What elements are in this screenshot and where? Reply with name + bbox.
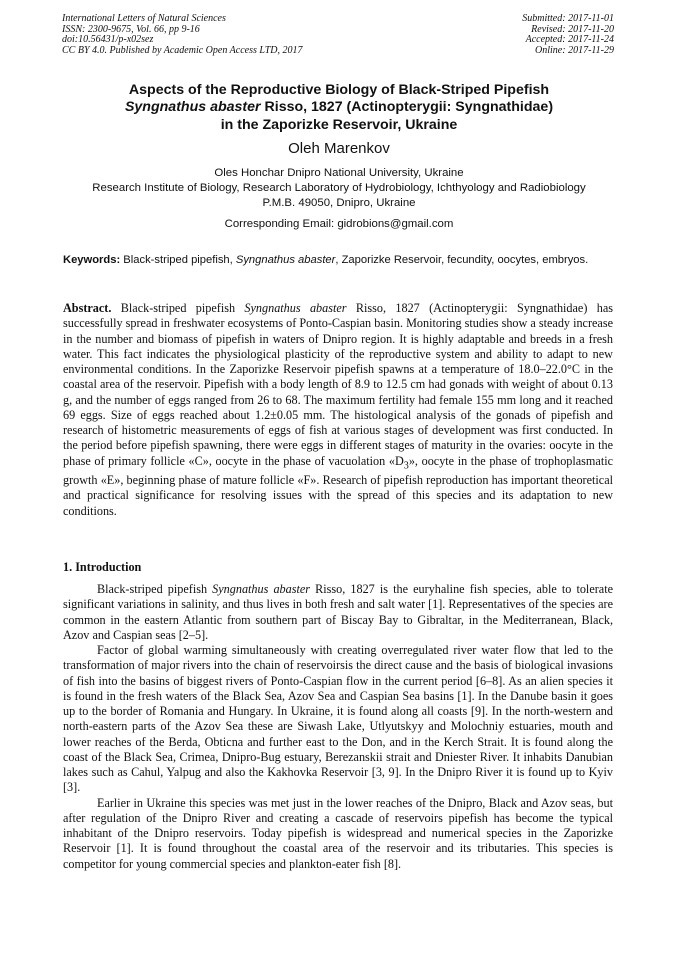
journal-license: CC BY 4.0. Published by Academic Open Access LTD, 2017	[62, 44, 303, 56]
intro-paragraph-3: Earlier in Ukraine this species was met just in the lower reaches of the Dnipro, Black and Azov seas, but after regulation of the Dnipro River and creating a cascade of reservoirs pipefish has become the typical inhabitant of the Dnipro reservoirs. Today pipefish is widespread and numerical species in the Zaporizke Reservoir [1]. It is found throughout the coastal area of the reservoir and its tributaries. This species is competitor for young commercial species and plankton-eater fish [8].	[63, 795, 613, 871]
title-line-2	[40, 99, 638, 116]
intro-paragraph-1	[63, 582, 613, 643]
journal-header	[62, 14, 614, 56]
abstract-species: Syngnathus abaster	[244, 301, 347, 315]
title-line-2-rest: Risso, 1827 (Actinopterygii: Syngnathidae)	[260, 99, 554, 116]
journal-issn: ISSN: 2300-9675, Vol. 66, pp 9-16	[62, 23, 200, 35]
article-dates	[522, 14, 614, 56]
date-revised: Revised: 2017-11-20	[531, 23, 614, 35]
intro-paragraph-2: Factor of global warming simultaneously with creating overregulated river water flow that led to the transformation of major rivers into the chain of reservoirsis the direct cause and the basis of biological invasions of fish into the basins of biggest rivers of Ponto-Caspian flow in the current period [6–8]. As an alien species it is found in the fresh waters of the Black Sea, Azov Sea and Caspian Sea basins [1]. In the Danube basin it goes up to the border of Romania and Hungary. In Ukraine, it is found along all coasts [9]. In the north-western and north-eastern parts of the Azov Sea these are Siwash Lake, Utlyutskyy and Molochniy estuaries, mouth and lower reaches of the Berda, Obticna and further east to the Don, and in the Kerch Strait. It is found along the coast of the Black Sea, Crimea, Dnipro-Bug estuary, Berezanskii strait and Dniester River. It inhabits Danubian lakes such as Cahul, Yalpug and also the Kakhovka Reservoir [3, 9]. In the Dnipro River it is found up to Kyiv [3].	[63, 643, 613, 795]
intro-p1-text-b: Risso, 1827 is the euryhaline fish species, able to tolerate significant variations in salinity, and thus lives in both fresh and salt water [1]. Representatives of the species are common in the eastern Atlantic from southern part of Biscay Bay to Gibraltar, in the Mediterranean, Black, Azov and Caspian seas [2–5].	[63, 582, 613, 642]
affiliation-line-2: Research Institute of Biology, Research Laboratory of Hydrobiology, Ichthyology and Radiobiology	[92, 181, 586, 194]
keywords	[63, 253, 613, 268]
keywords-species: Syngnathus abaster	[235, 254, 336, 266]
affiliation-line-1: Oles Honchar Dnipro National University, Ukraine	[214, 167, 464, 179]
abstract-text-3: », oocyte in the phase of trophoplasmatic growth «E», beginning phase of mature follicle «F». Research of pipefish reproduction has important theoretical and practical significance for resolving issues with the spread of this species and its adaptation to new conditions.	[63, 453, 613, 518]
journal-doi[interactable]: doi:10.56431/p-x02sez	[62, 34, 154, 46]
date-submitted: Submitted: 2017-11-01	[522, 13, 614, 24]
affiliation	[40, 166, 638, 210]
intro-p1-species: Syngnathus abaster	[212, 582, 311, 596]
keywords-text-2: , Zaporizke Reservoir, fecundity, oocytes, embryos.	[335, 254, 589, 266]
journal-info	[62, 14, 303, 56]
journal-name: International Letters of Natural Sciences	[62, 13, 226, 24]
keywords-label: Keywords:	[63, 254, 121, 266]
section-heading-introduction: 1. Introduction	[63, 560, 142, 574]
corresponding-email[interactable]: Corresponding Email: gidrobions@gmail.com	[224, 218, 454, 230]
abstract-text-1: Black-striped pipefish	[111, 301, 245, 315]
title-line-3: in the Zaporizke Reservoir, Ukraine	[220, 116, 458, 133]
title-species-name: Syngnathus abaster	[124, 99, 261, 116]
title-line-1: Aspects of the Reproductive Biology of Black-Striped Pipefish	[128, 82, 550, 98]
introduction-body	[63, 582, 613, 872]
paper-title	[40, 82, 638, 134]
date-online: Online: 2017-11-29	[535, 44, 614, 56]
abstract	[63, 301, 613, 519]
affiliation-line-3: P.M.B. 49050, Dnipro, Ukraine	[262, 196, 416, 209]
intro-p1-text-a: Black-striped pipefish	[97, 582, 213, 596]
keywords-text-1: Black-striped pipefish,	[120, 254, 236, 266]
date-accepted: Accepted: 2017-11-24	[525, 34, 614, 46]
abstract-text-2: Risso, 1827 (Actinopterygii: Syngnathidae) has successfully spread in freshwater ecosystems of Ponto-Caspian basin. Monitoring studies show a steady increase in the number and biomass of pipefish in waters of Dnipro region. It is highly adaptable and breeds in a fresh water. This fact indicates the physiological plasticity of the reproductive system and ability to adapt to new environmental conditions. In the Zaporizke Reservoir pipefish spawns at a temperature of 18.0–22.0°C in the coastal area of the reservoir. Pipefish with a body length of 8.9 to 12.5 cm had gonads with weight of about 0.13 g, and the number of eggs ranged from 26 to 68. The maximum fertility had female 155 mm long and it reached 69 eggs. Size of eggs reached about 1.2±0.05 mm. The histological analysis of the gonads of pipefish and research of histometric measurements of eggs of fish at various stages of development was first conducted. In the period before pipefish spawning, there were eggs in different stages of maturity in the ovaries: oocyte in the phase of primary follicle «C», oocyte in the phase of vacuolation «D	[63, 301, 614, 468]
abstract-label: Abstract.	[63, 301, 112, 315]
author-name: Oleh Marenkov	[288, 140, 390, 157]
abstract-subscript: 3	[403, 459, 409, 471]
